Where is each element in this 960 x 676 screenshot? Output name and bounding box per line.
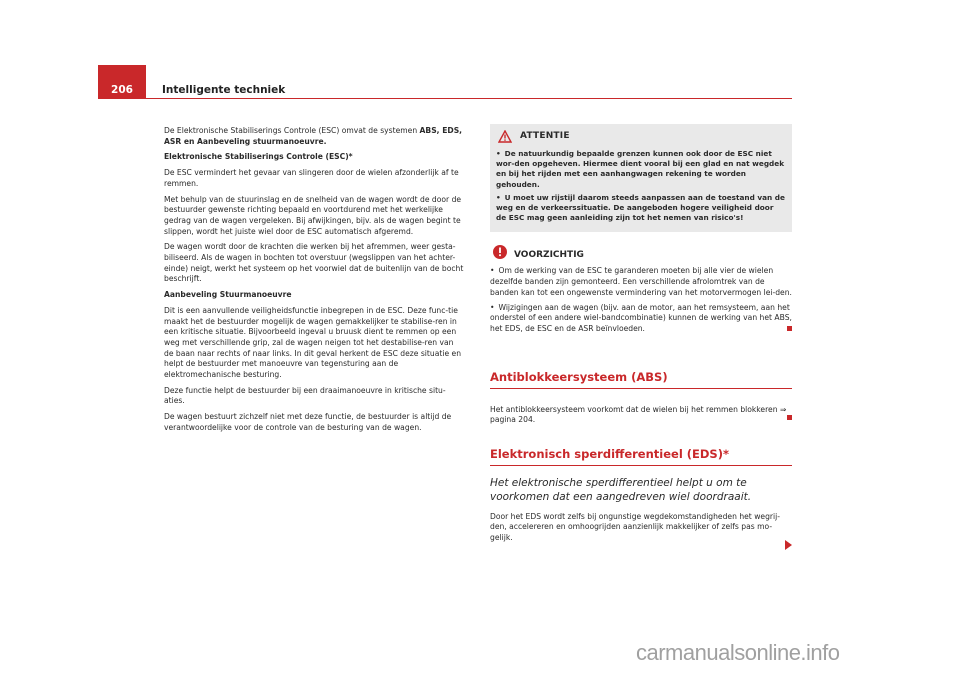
caution-header [492,244,792,260]
warning-triangle-icon [498,130,512,143]
page-number: 206 [98,65,146,99]
eds-text: Door het EDS wordt zelfs bij ongunstige wegdekomstandigheden het wegrij-den, accelereren en omhoogrijden aanzienlijk makkelijker of zelfs pas mo-gelijk. [490,511,780,543]
eds-intro: Het elektronische sperdifferentieel helpt u om te voorkomen dat een aangedreven wiel doordraait. [490,476,752,503]
abs-title: Antiblokkeersysteem (ABS) [490,372,792,389]
section-end-marker [787,326,792,331]
attention-bullet-1: • De natuurkundig bepaalde grenzen kunnen ook door de ESC niet wor-den opgeheven. Hiermee dient vooral bij een glad en nat wegdek en bij het rijden met een aanhangwagen rekening te worden gehouden. [496,149,785,189]
watermark: carmanualsonline.info [636,640,840,665]
caution-title: VOORZICHTIG [514,249,584,260]
esc-paragraph-1: De ESC vermindert het gevaar van slingeren door de wielen afzonderlijk af te remmen. [164,168,459,188]
caution-block [490,266,792,334]
caution-icon [492,244,508,260]
caution-bullet-1: • Om de werking van de ESC te garanderen moeten bij alle vier de wielen dezelfde banden zijn gemonteerd. Een verschillende afrolomtrek van de banden kan tot een ongewenste vermindering van het motorvermogen lei-den. [490,266,792,297]
stuurmanoeuvre-heading: Aanbeveling Stuurmanoeuvre [164,290,292,300]
esc-heading: Elektronische Stabiliserings Controle (ESC)* [164,152,353,162]
continue-arrow-icon [785,540,792,550]
attention-bullet-2: • U moet uw rijstijl daarom steeds aanpassen aan de toestand van de weg en de verkeerssituatie. De aangeboden hogere veiligheid door de ESC mag geen aanleiding zijn tot het nemen van risico's! [496,192,785,223]
eds-section [490,449,792,544]
esc-paragraph-3: De wagen wordt door de krachten die werken bij het afremmen, weer gesta-biliseerd. Als de wagen in bochten tot overstuur (wegslippen van het achter-einde) neigt, werkt het systeem op het voorwiel dat de buitenlijn van de bocht beschrijft. [164,242,464,284]
stuur-paragraph-2: Deze functie helpt de bestuurder bij een draaimanoeuvre in kritische situ-aties. [164,385,446,406]
right-column [490,124,792,339]
attention-title: ATTENTIE [520,131,570,142]
eds-title: Elektronisch sperdifferentieel (EDS)* [490,449,792,466]
section-end-marker [787,415,792,420]
intro-paragraph: De Elektronische Stabiliserings Controle (ESC) omvat de systemen ABS, EDS, ASR en Aanbeveling stuurmanoeuvre. [164,126,463,146]
header-rule [146,98,792,99]
abs-section [490,372,792,426]
abs-text: Het antiblokkeersysteem voorkomt dat de wielen bij het remmen blokkeren ⇒ pagina 204. [490,404,787,425]
attention-header [496,130,786,143]
page-header-title: Intelligente techniek [162,84,286,96]
left-column [164,126,464,439]
esc-paragraph-2: Met behulp van de stuurinslag en de snelheid van de wagen wordt de door de bestuurder gewenste richting bepaald en voortdurend met het werkelijke gedrag van de wagen vergeleken. Bij afwijkingen, bijv. als de wagen begint te slippen, wordt het juiste wiel door de ESC automatisch afgeremd. [164,194,462,236]
stuur-paragraph-1: Dit is een aanvullende veiligheidsfunctie inbegrepen in de ESC. Deze func-tie maakt het de bestuurder mogelijk de wagen gemakkelijker te stabilise-ren in een kritische situatie. Bijvoorbeeld ingeval u bruusk dient te remmen op een weg met verschillende grip, zal de wagen neigen tot het destabilise-ren van de baan naar rechts of naar links. In dit geval herkent de ESC deze situatie en helpt de bestuurder met manoeuvre van tegensturing aan de elektromechanische besturing. [164,305,462,380]
caution-bullet-2: • Wijzigingen aan de wagen (bijv. aan de motor, aan het remsysteem, aan het onderstel of een andere wiel-bandcombinatie) kunnen de werking van het ABS, het EDS, de ESC en de ASR beïnvloeden. [490,302,792,333]
stuur-paragraph-3: De wagen bestuurt zichzelf niet met deze functie, de bestuurder is altijd de verantwoordelijke voor de controle van de besturing van de wagen. [164,412,452,432]
attention-box [490,124,792,232]
